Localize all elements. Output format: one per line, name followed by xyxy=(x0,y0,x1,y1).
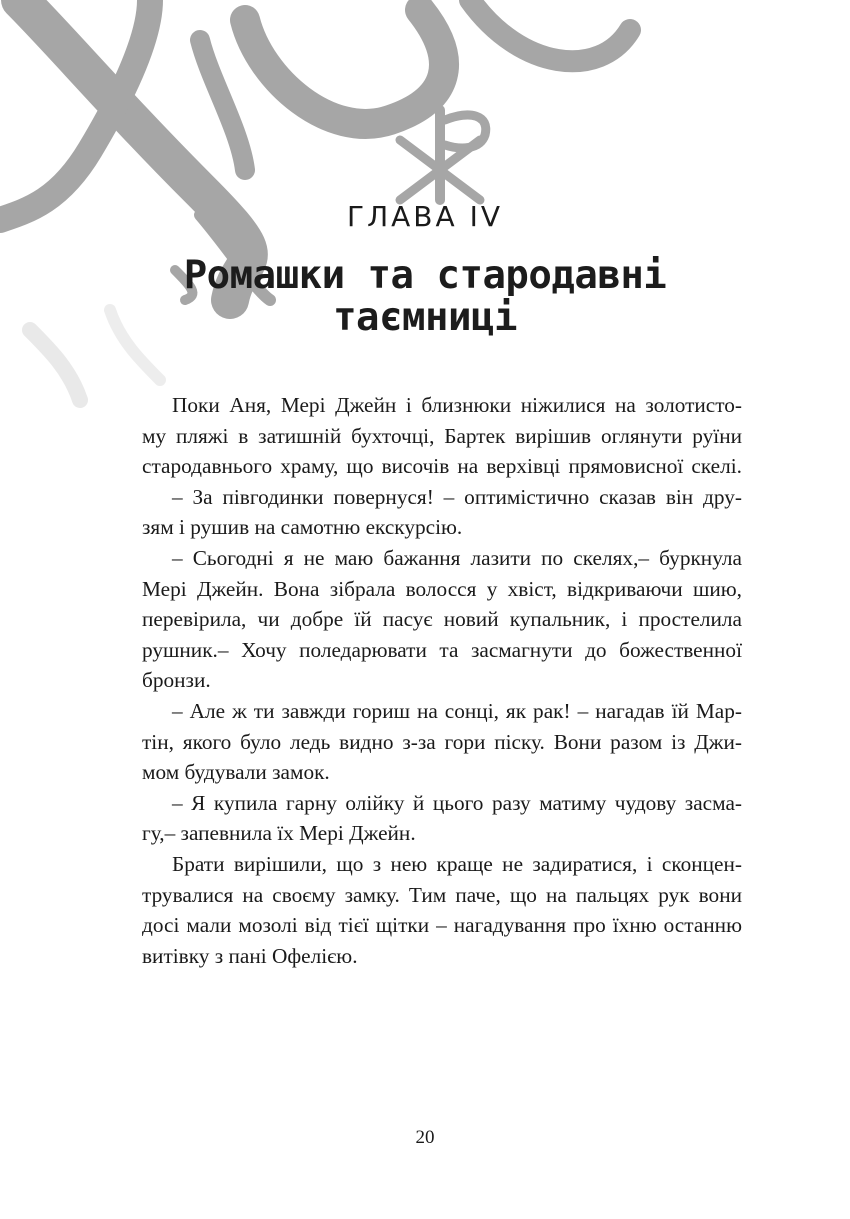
chapter-body xyxy=(142,390,742,971)
text-line: витівку з пані Офелією. xyxy=(142,943,358,968)
chapter-title xyxy=(150,255,700,339)
text-line: – Сьогодні я не маю бажання лазити по скелях,– буркнула xyxy=(172,545,742,570)
text-line: перевірила, чи добре їй пасує новий купальник, і простелила xyxy=(142,607,742,632)
text-line: рушник.– Хочу поледарювати та засмагнути до божественної xyxy=(142,637,742,662)
text-line: – За півгодинки повернуся! – оптимістично сказав він дру- xyxy=(172,484,742,509)
text-line: Поки Аня, Мері Джейн і близнюки ніжилися на золотисто- xyxy=(172,393,742,417)
paragraph xyxy=(142,482,742,543)
text-line: гу,– запевнила їх Мері Джейн. xyxy=(142,821,416,846)
text-line: – Але ж ти завжди гориш на сонці, як рак! – нагадав їй Мар- xyxy=(172,698,742,723)
text-line: зям і рушив на самотню екскурсію. xyxy=(142,515,463,540)
text-line: тін, якого було ледь видно з-за гори піску. Вони разом із Джи- xyxy=(142,729,742,754)
paragraph xyxy=(142,849,742,971)
chapter-title-line: Ромашки та стародавні xyxy=(183,253,667,298)
text-line: Мері Джейн. Вона зібрала волосся у хвіст, відкриваючи шию, xyxy=(142,576,742,601)
paragraph xyxy=(142,788,742,849)
text-line: досі мали мозолі від тієї щітки – нагадування про їхню останню xyxy=(142,913,742,938)
paragraph xyxy=(142,696,742,788)
text-line: мом будували замок. xyxy=(142,760,330,785)
text-line: бронзи. xyxy=(142,668,211,693)
text-line: му пляжі в затишній бухточці, Бартек вирішив оглянути руїни xyxy=(142,423,742,448)
chapter-title-line: таємниці xyxy=(333,295,517,340)
paragraph xyxy=(142,390,742,482)
text-line: трувалися на своєму замку. Тим паче, що на пальцях рук вони xyxy=(142,882,742,907)
page-number: 20 xyxy=(415,1127,435,1148)
text-line: – Я купила гарну олійку й цього разу матиму чудову засма- xyxy=(172,790,742,815)
text-line: Брати вирішили, що з нею краще не задиратися, і сконцен- xyxy=(172,851,742,876)
chapter-number: ГЛАВА IV xyxy=(347,200,503,233)
text-line: стародавнього храму, що височів на верхівці прямовисної скелі. xyxy=(142,454,742,479)
paragraph xyxy=(142,543,742,696)
